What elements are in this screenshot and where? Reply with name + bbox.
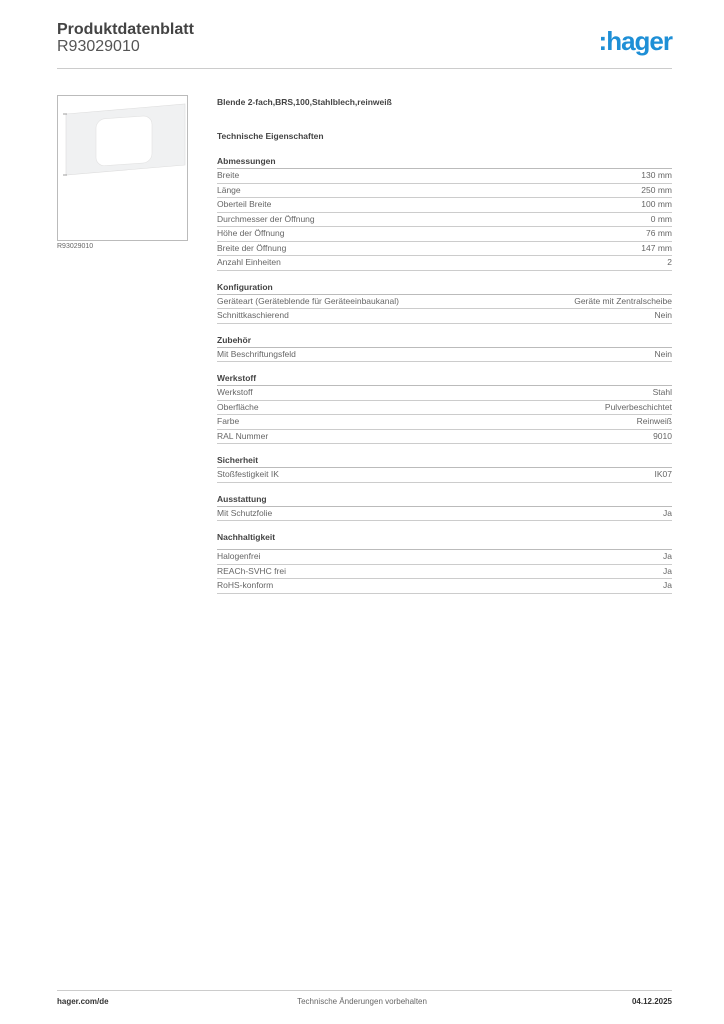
property-value: Stahl xyxy=(652,387,672,397)
property-row xyxy=(217,256,672,271)
property-row xyxy=(217,213,672,228)
property-value: Pulverbeschichtet xyxy=(604,401,672,412)
property-value: Ja xyxy=(663,565,672,576)
product-name: Blende 2-fach,BRS,100,Stahlblech,reinweiß xyxy=(217,97,392,107)
property-value: 76 mm xyxy=(646,228,672,238)
property-row xyxy=(217,401,672,416)
section-heading: Nachhaltigkeit xyxy=(217,531,672,550)
property-label: Höhe der Öffnung xyxy=(217,228,285,238)
property-row xyxy=(217,242,672,257)
property-value: 2 xyxy=(667,257,672,267)
property-row xyxy=(217,295,672,310)
property-value: 147 mm xyxy=(641,242,672,253)
properties-sections xyxy=(217,155,672,594)
section-konfiguration xyxy=(217,281,672,324)
product-number: R93029010 xyxy=(57,38,140,55)
section-heading: Sicherheit xyxy=(217,454,672,468)
section-heading: Ausstattung xyxy=(217,493,672,507)
property-value: 250 mm xyxy=(641,184,672,195)
property-label: RoHS-konform xyxy=(217,580,274,590)
section-werkstoff xyxy=(217,372,672,444)
property-label: Breite xyxy=(217,170,240,180)
property-row xyxy=(217,430,672,445)
property-value: Nein xyxy=(654,348,672,359)
property-value: 100 mm xyxy=(641,199,672,209)
section-heading: Werkstoff xyxy=(217,372,672,386)
property-label: Oberteil Breite xyxy=(217,199,272,209)
property-row xyxy=(217,579,672,594)
property-row xyxy=(217,169,672,184)
property-row xyxy=(217,550,672,565)
property-row xyxy=(217,309,672,324)
property-value: Geräte mit Zentralscheibe xyxy=(574,295,672,306)
property-label: Werkstoff xyxy=(217,387,253,397)
property-row xyxy=(217,198,672,213)
property-row xyxy=(217,507,672,522)
property-label: Oberfläche xyxy=(217,401,259,412)
footer-date: 04.12.2025 xyxy=(631,997,672,1006)
hager-logo: :hager xyxy=(598,26,672,56)
property-label: Anzahl Einheiten xyxy=(217,257,281,267)
property-value: Ja xyxy=(663,580,672,590)
footer-divider xyxy=(57,990,672,991)
footer-disclaimer: Technische Änderungen vorbehalten xyxy=(297,997,427,1006)
property-label: REACh-SVHC frei xyxy=(217,565,286,576)
property-value: Ja xyxy=(663,551,672,561)
property-row xyxy=(217,184,672,199)
property-label: Breite der Öffnung xyxy=(217,242,287,253)
property-label: Durchmesser der Öffnung xyxy=(217,213,315,224)
page-title: Produktdatenblatt xyxy=(57,21,194,38)
property-value: Ja xyxy=(663,507,672,518)
section-zubehör xyxy=(217,334,672,363)
section-ausstattung xyxy=(217,493,672,522)
section-heading: Konfiguration xyxy=(217,281,672,295)
section-heading: Zubehör xyxy=(217,334,672,348)
property-row xyxy=(217,386,672,401)
image-caption: R93029010 xyxy=(57,243,94,250)
property-value: Nein xyxy=(654,310,672,320)
property-label: Mit Schutzfolie xyxy=(217,507,273,518)
section-nachhaltigkeit xyxy=(217,531,672,594)
property-label: Schnittkaschierend xyxy=(217,310,289,320)
property-label: Länge xyxy=(217,184,241,195)
property-row xyxy=(217,227,672,242)
property-label: Farbe xyxy=(217,416,240,426)
product-image-drawing xyxy=(58,96,187,240)
property-row xyxy=(217,415,672,430)
property-row xyxy=(217,468,672,483)
property-label: RAL Nummer xyxy=(217,430,269,441)
section-heading: Abmessungen xyxy=(217,155,672,169)
property-value: Reinweiß xyxy=(636,416,672,426)
product-details xyxy=(217,95,672,594)
property-label: Geräteart (Geräteblende für Geräteeinbaukanal) xyxy=(217,295,399,306)
technical-properties-heading: Technische Eigenschaften xyxy=(217,131,324,141)
property-label: Mit Beschriftungsfeld xyxy=(217,348,296,359)
property-value: 9010 xyxy=(653,430,672,441)
section-abmessungen xyxy=(217,155,672,271)
footer-website: hager.com/de xyxy=(57,997,109,1006)
property-value: 130 mm xyxy=(641,170,672,180)
property-label: Stoßfestigkeit IK xyxy=(217,469,279,479)
section-sicherheit xyxy=(217,454,672,483)
header-divider xyxy=(57,68,672,69)
property-row xyxy=(217,348,672,363)
property-value: IK07 xyxy=(654,469,672,479)
property-row xyxy=(217,565,672,580)
property-label: Halogenfrei xyxy=(217,551,261,561)
product-image xyxy=(57,95,188,241)
property-value: 0 mm xyxy=(650,213,672,224)
